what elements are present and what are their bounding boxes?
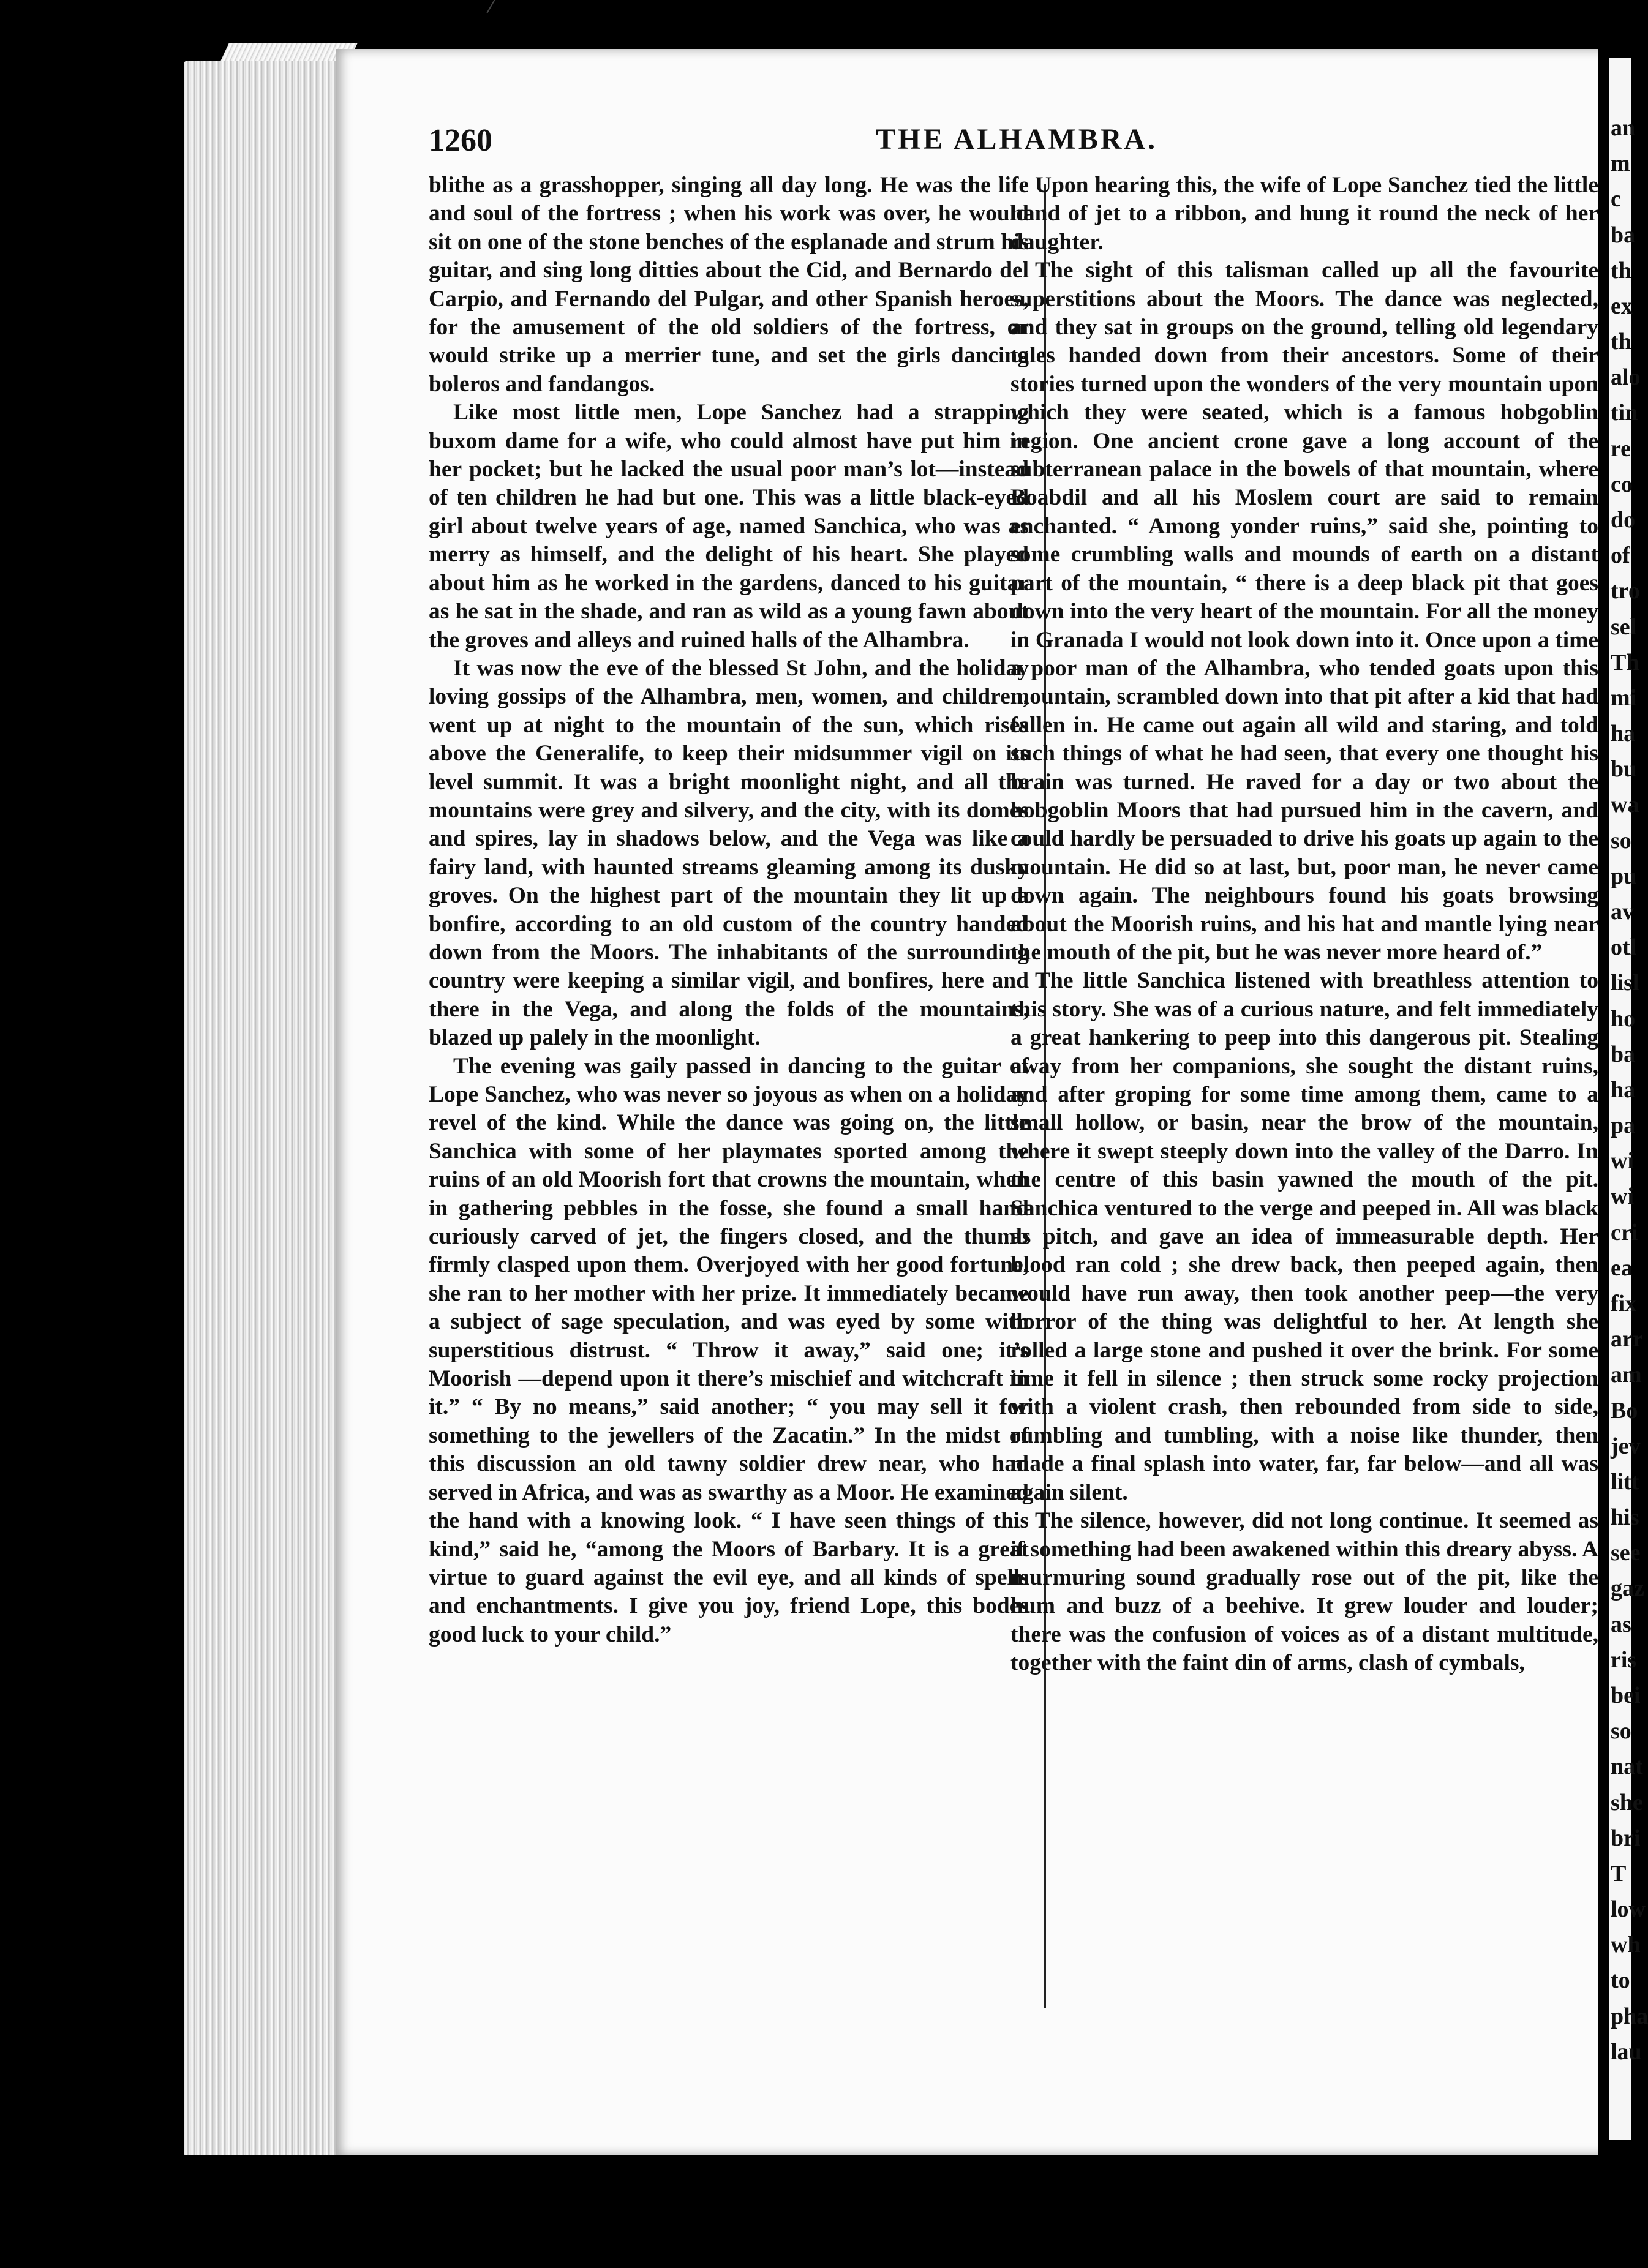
paragraph: Like most little men, Lope Sanchez had a strapping buxom dame for a wife, who could almost have put him in her pocket; but he lacked the usual poor man’s lot—instead of ten children he had but one. This was a little black-eyed girl about twelve years of age, named Sanchica, who was as merry as himself, and the delight of his heart. She played about him as he worked in the gardens, danced to his guitar as he sat in the shade, and ran as wild as a young fawn about the groves and alleys and ruined halls of the Alhambra. [429,400,1029,653]
facing-page-fragment: an [1611,115,1636,141]
facing-page-fragment: av [1611,899,1634,925]
running-title: THE ALHAMBRA. [876,123,1158,156]
paragraph: It was now the eve of the blessed St John, and the holiday loving gossips of the Alhambra, men, women, and children, went up at night to the mountain of the sun, which rises above the Generalife, to keep their midsummer vigil on its level summit. It was a bright moonlight night, and all the mountains were grey and silvery, and the city, with its domes and spires, lay in shadows below, and the Vega was like a fairy land, with haunted streams gleaming among its dusky groves. On the highest part of the mountain they lit up a bonfire, according to an old custom of the country handed down from the Moors. The inhabitants of the surrounding country were keeping a similar vigil, and bonfires, here and there in the Vega, and along the folds of the mountains, blazed up palely in the moonlight. [429,655,1029,1051]
book-gutter [1598,43,1609,2161]
facing-page-fragment: ex [1611,293,1633,319]
facing-page-fragment: lisl [1611,970,1639,996]
facing-page-fragment: ea [1611,1255,1633,1281]
paragraph: The evening was gaily passed in dancing to the guitar of Lope Sanchez, who was never so joyous as when on a holiday revel of the kind. While the dance was going on, the little Sanchica with some of her playmates sported among the ruins of an old Moorish fort that crowns the mountain, when in gathering pebbles in the fosse, she found a small hand curiously carved of jet, the fingers closed, and the thumb firmly clasped upon them. Overjoyed with her good fortune, she ran to her mother with her prize. It immediately became a subject of sage speculation, and was eyed by some with superstitious distrust. “ Throw it away,” said one; it’s Moorish —depend upon it there’s mischief and witchcraft in it.” “ By no means,” said another; “ you may sell it for something to the jewellers of the Zacatin.” In the midst of this discussion an old tawny soldier drew near, who had served in Africa, and was as swarthy as a Moor. He examined the hand with a knowing look. “ I have seen things of this kind,” said he, “among the Moors of Barbary. It is a great virtue to guard against the evil eye, and all kinds of spells and enchantments. I give you joy, friend Lope, this bodes good luck to your child.” [429,1053,1029,1647]
facing-page-fragment: bei [1611,1683,1641,1708]
facing-page-fragment: wa [1611,792,1639,817]
facing-page-fragment: wi [1611,1148,1634,1174]
facing-page-fragment: tro [1611,578,1640,604]
facing-page-fragment: she [1611,1790,1643,1816]
facing-page-fragment: tin [1611,400,1638,426]
facing-page-fragment: th [1611,258,1631,284]
facing-page-fragment: Bo [1611,1398,1638,1424]
facing-page-fragment: nat [1611,1754,1643,1779]
facing-page-fragment: ba [1611,1042,1636,1067]
facing-page-fragment: bu [1611,756,1637,782]
facing-page-fragment: c [1611,186,1621,212]
page-number: 1260 [429,123,492,158]
facing-page-fragment: re [1611,436,1631,462]
facing-page-fragment: wh [1611,1932,1641,1958]
paragraph: The sight of this talisman called up all the favourite superstitions about the Moors. The dance was neglected, and they sat in groups on the ground, telling old legendary tales handed down from their ancestors. Some of their stories turned upon the wonders of the very mountain upon which they were seated, which is a famous hobgoblin region. One ancient crone gave a long account of the subterranean palace in the bowels of that mountain, where Boabdil and all his Moslem court are said to remain enchanted. “ Among yonder ruins,” said she, pointing to some crumbling walls and mounds of earth on a distant part of the mountain, “ there is a deep black pit that goes down into the very heart of the mountain. For all the money in Granada I would not look down into it. Once upon a time a poor man of the Alhambra, who tended goats upon this mountain, scrambled down into that pit after a kid that had fallen in. He came out again all wild and staring, and told such things of what he had seen, that every one thought his brain was turned. He raved for a day or two about the hobgoblin Moors that had pursued him in the cavern, and could hardly be persuaded to drive his goats up again to the mountain. He did so at last, but, poor man, he never came down again. The neighbours found his goats browsing about the Moorish ruins, and his hat and mantle lying near the mouth of the pit, but he was never more heard of.” [1010,258,1598,965]
paragraph: blithe as a grasshopper, singing all day long. He was the life and soul of the fortress ; when his work was over, he would sit on one of the stone benches of the esplanade and strum his guitar, and sing long ditties about the Cid, and Bernardo del Carpio, and Fernando del Pulgar, and other Spanish heroes, for the amusement of the old soldiers of the fortress, or would strike up a merrier tune, and set the girls dancing boleros and fandangos. [429,173,1029,397]
scan-mark [486,0,506,20]
facing-page-fragment: th [1611,329,1631,355]
facing-page-fragment: arr [1611,1326,1643,1352]
facing-page-fragment: pa [1611,1113,1636,1138]
facing-page-fragment: cri [1611,1220,1638,1245]
facing-page-fragment: pha [1611,2003,1648,2029]
facing-page-fragment: his [1611,1504,1639,1530]
facing-page-fragment: do [1611,507,1636,533]
facing-page-fragment: co [1611,471,1633,497]
facing-page-fragment: am [1611,1362,1642,1387]
facing-page-fragment: ha [1611,721,1636,746]
paragraph: The little Sanchica listened with breathless attention to this story. She was of a curious nature, and felt immediately a great hankering to peep into this dangerous pit. Stealing away from her companions, she sought the distant ruins, and after groping for some time among them, came to a small hollow, or basin, near the brow of the mountain, where it swept steeply down into the valley of the Darro. In the centre of this basin yawned the mouth of the pit. Sanchica ventured to the verge and peeped in. All was black as pitch, and gave an idea of immeasurable depth. Her blood ran cold ; she drew back, then peeped again, then would have run away, then took another peep—the very horror of the thing was delightful to her. At length she rolled a large stone and pushed it over the brink. For some time it fell in silence ; then struck some rocky projection with a violent crash, then rebounded from side to side, rumbling and tumbling, with a noise like thunder, then made a final splash into water, far, far below—and all was again silent. [1010,968,1598,1505]
left-column [429,171,1029,1649]
facing-page-fragment: bri [1611,1825,1641,1851]
paragraph: The silence, however, did not long continue. It seemed as if something had been awakened within this dreary abyss. A murmuring sound gradually rose out of the pit, like the hum and buzz of a beehive. It grew louder and louder; there was the confusion of voices as of a distant multitude, together with the faint din of arms, clash of cymbals, [1010,1508,1598,1676]
facing-page-fragment: T [1611,1861,1627,1887]
facing-page-fragment: as [1611,1612,1631,1637]
facing-page-fragment: ho [1611,1006,1636,1032]
right-column [1010,171,1598,1678]
facing-page-fragment: pu [1611,863,1637,889]
facing-page-fragment: m [1611,151,1630,176]
book-page-edges [184,61,343,2155]
facing-page-fragment: jev [1611,1433,1641,1459]
facing-page-fragment: ha [1611,1077,1636,1103]
facing-page-fragment: ba [1611,222,1636,248]
facing-page-fragment: lau [1611,2039,1642,2065]
facing-page-fragment: of [1611,543,1630,568]
facing-page-fragment: so [1611,828,1631,854]
facing-page-fragment: low [1611,1896,1646,1922]
facing-page-fragment: litt [1611,1469,1639,1495]
facing-page-fragment: Th [1611,650,1639,675]
facing-page-fragment: mi [1611,685,1637,711]
facing-page-fragment: ris [1611,1647,1637,1673]
facing-page-fragment: alo [1611,364,1641,390]
facing-page-fragment: sel [1611,614,1637,640]
facing-page-fragment: wi [1611,1184,1634,1209]
facing-page-fragment: fix [1611,1291,1637,1316]
facing-page-fragment: otl [1611,934,1637,960]
facing-page-fragment: gaz [1611,1575,1644,1601]
facing-page-edge [1609,58,1648,2140]
facing-page-fragment: so [1611,1718,1631,1744]
facing-page-fragment: to [1611,1967,1630,1993]
paragraph: Upon hearing this, the wife of Lope Sanchez tied the little hand of jet to a ribbon, and hung it round the neck of her daughter. [1010,173,1598,255]
facing-page-fragment: see [1611,1540,1641,1566]
